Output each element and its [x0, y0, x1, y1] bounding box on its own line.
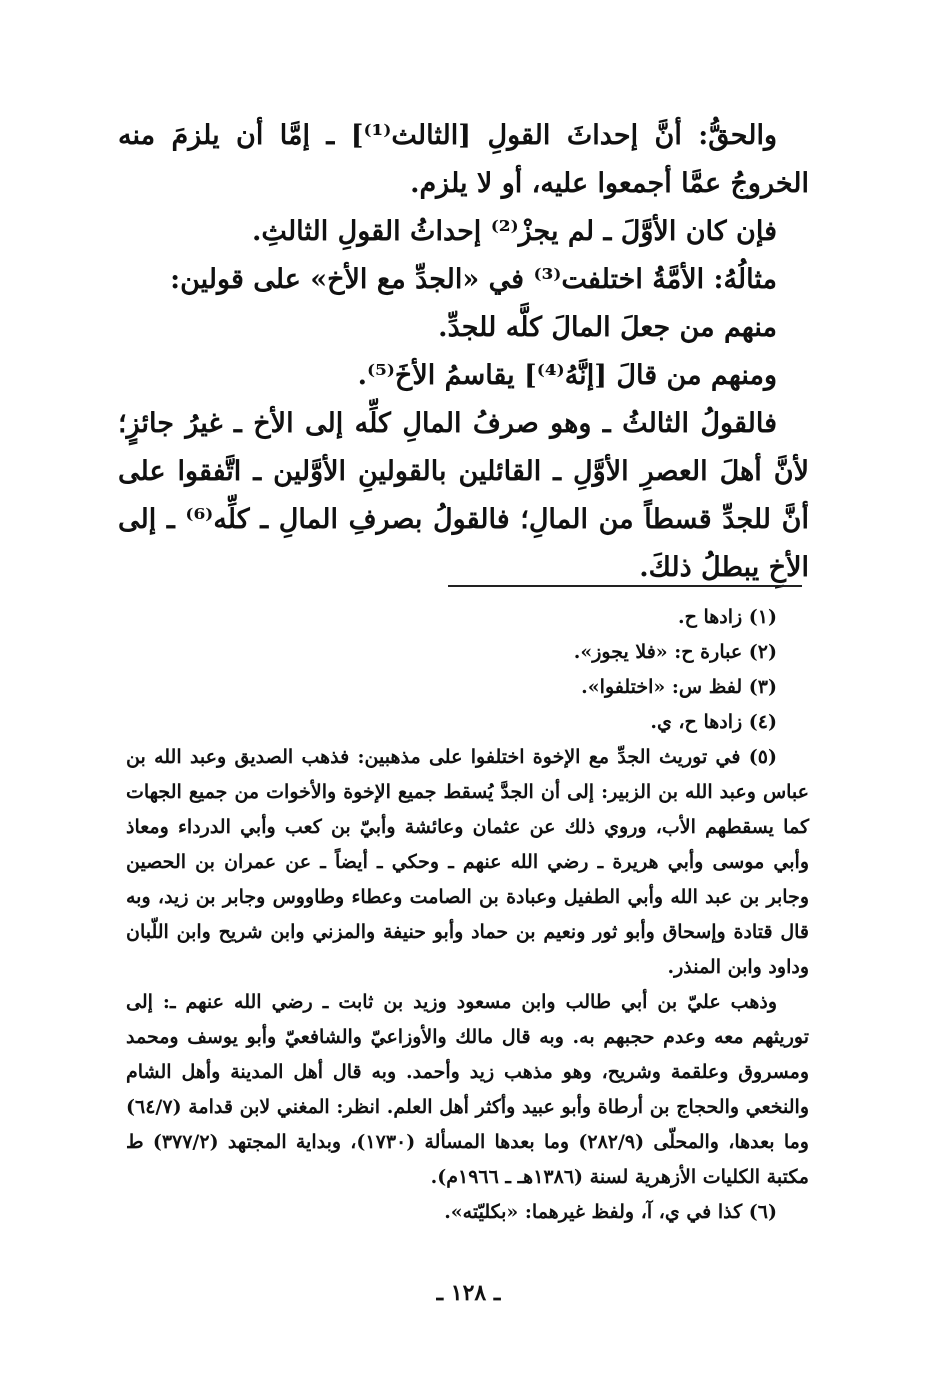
main-text [118, 112, 809, 592]
paragraph-opinion-two: ومنهم من قالَ [إنَّهُ⁽⁴⁾] يقاسمُ الأخَ⁽⁵⁾. [357, 360, 777, 391]
paragraph-first-case: فإن كان الأوَّلَ ـ لم يجزْ⁽²⁾ إحداثُ القولِ الثالثِ. [252, 216, 777, 247]
footnote-6: (٦) كذا في ي، آ، ولفظ غيرهما: «بكليّته». [444, 1201, 777, 1223]
footnotes [126, 600, 809, 1230]
footnote-5: (٥) في توريث الجدِّ مع الإخوة اختلفوا على مذهبين: فذهب الصديق وعبد الله بن عباس وعبد الله بن الزبير: إلى أن الجدَّ يُسقط جميع الإخوة والأخوات من جميع الجهات كما يسقطهم الأب، وروي ذلك عن عثمان وعائشة وأبيّ بن كعب وأبي الدرداء ومعاذ وأبي موسى وأبي هريرة ـ رضي الله عنهم ـ وحكي ـ أيضاً ـ عن عمران بن الحصين وجابر بن عبد الله وأبي الطفيل وعبادة بن الصامت وعطاء وطاووس وجابر بن زيد، وبه قال قتادة وإسحاق وأبو ثور ونعيم بن حماد وأبو حنيفة والمزني وابن شريح وابن اللّبان وداود وابن المنذر. [126, 746, 809, 978]
paragraph-example: مثالُهُ: الأمَّةُ اختلفت⁽³⁾ في «الجدِّ مع الأخ» على قولين: [170, 264, 777, 295]
footnote-1: (١) زادها ح. [677, 606, 777, 628]
footnote-5-continued: وذهب عليّ بن أبي طالب وابن مسعود وزيد بن ثابت ـ رضي الله عنهم ـ: إلى توريثهم معه وعدم حجبهم به. وبه قال مالك والأوزاعيّ والشافعيّ وأبو يوسف ومحمد ومسروق وعلقمة وشريح، وهو مذهب زيد وأحمد. وبه قال أهل المدينة وأهل الشام والنخعي والحجاج بن أرطاة وأبو عبيد وأكثر أهل العلم. انظر: المغني لابن قدامة (٦٤/٧) وما بعدها، والمحلّى (٢٨٢/٩) وما بعدها المسألة (١٧٣٠)، وبداية المجتهد (٣٧٧/٢) ط مكتبة الكليات الأزهرية لسنة (١٣٨٦هـ ـ ١٩٦٦م). [126, 991, 809, 1188]
paragraph-opinion-one: منهم من جعلَ المالَ كلَّه للجدِّ. [438, 312, 777, 343]
footnote-divider [448, 585, 802, 587]
footnote-3: (٣) لفظ س: «اختلفوا». [581, 676, 777, 698]
footnote-2: (٢) عبارة ح: «فلا يجوز». [573, 641, 777, 663]
footnote-4: (٤) زادها ح، ي. [650, 711, 777, 733]
paragraph-truth: والحقُّ: أنَّ إحداثَ القولِ [الثالث⁽¹⁾] ـ إمَّا أن يلزمَ منه الخروجُ عمَّا أجمعوا عليه، أو لا يلزم. [118, 120, 809, 199]
paragraph-third-opinion: فالقولُ الثالثُ ـ وهو صرفُ المالِ كلِّه إلى الأخ ـ غيرُ جائزٍ؛ لأنَّ أهلَ العصرِ الأوَّلِ ـ القائلين بالقولينِ الأوَّلين ـ اتَّفقوا على أنَّ للجدِّ قسطاً من المالِ؛ فالقولُ بصرفِ المالِ ـ كلِّه⁽⁶⁾ ـ إلى الأخِ يبطلُ ذلكَ. [118, 408, 809, 583]
page-number: ـ ١٢٨ ـ [436, 1280, 501, 1306]
